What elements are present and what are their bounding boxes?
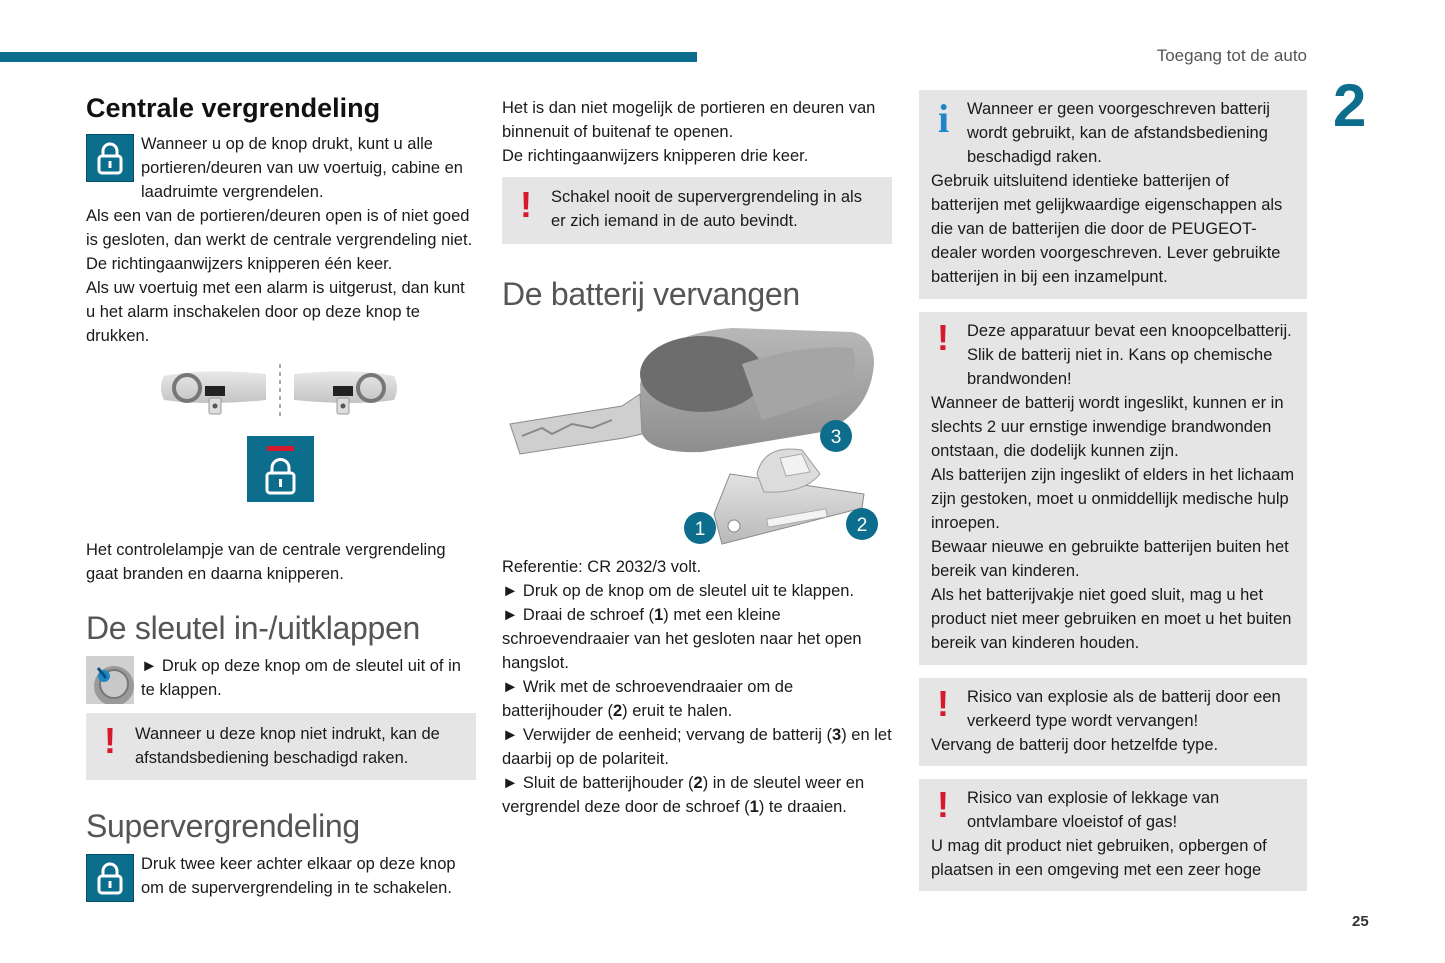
central-text-2: Als een van de portieren/deuren open is of niet goed is gesloten, dan werkt de centrale vergrendeling niet. — [86, 207, 473, 249]
chapter-number: 2 — [1333, 72, 1367, 139]
dashboard-illustration — [86, 360, 476, 538]
super-locking-instruction — [86, 852, 476, 902]
explosion-type-warning-box — [919, 678, 1307, 766]
header-accent-bar — [0, 52, 697, 62]
column-right — [919, 90, 1307, 891]
section-title: Toegang tot de auto — [1156, 46, 1307, 65]
heading-key-fold: De sleutel in-/uitklappen — [86, 610, 421, 646]
warning-icon: ! — [937, 317, 949, 358]
central-text-1: Wanneer u op de knop drukt, kunt u alle portieren/deuren van uw voertuig, cabine en laadruimte vergrendelen. — [141, 135, 463, 201]
key-fold-text: ► Druk op deze knop om de sleutel uit of in te klappen. — [141, 657, 461, 699]
key-fold-warning-box — [86, 713, 476, 780]
warn3-p2: U mag dit product niet gebruiken, opbergen of plaatsen in een omgeving met een zeer hoge — [931, 837, 1267, 879]
info-icon: i — [938, 96, 950, 141]
key-fold-button-icon — [86, 656, 134, 704]
step-1: ► Druk op de knop om de sleutel uit te klappen. — [502, 582, 855, 600]
lock-button-icon — [86, 854, 134, 902]
key-fold-warning-text: Wanneer u deze knop niet indrukt, kan de afstandsbediening beschadigd raken. — [135, 725, 440, 767]
callout-3: 3 — [830, 427, 842, 448]
button-cell-warning-box — [919, 312, 1307, 665]
lock-button-icon — [86, 134, 134, 182]
warning-icon: ! — [937, 683, 949, 724]
column-middle — [502, 96, 892, 819]
info-first: Wanneer er geen voorgeschreven batterij wordt gebruikt, kan de afstandsbediening beschadigd raken. — [967, 100, 1270, 166]
step-4: ► Verwijder de eenheid; vervang de batterij (3) en let daarbij op de polariteit. — [502, 726, 892, 768]
warning-icon: ! — [520, 184, 532, 225]
step-2: ► Draai de schroef (1) met een kleine schroevendraaier van het gesloten naar het open hangslot. — [502, 606, 862, 672]
warn1-p5: Als het batterijvakje niet goed sluit, mag u het product niet meer gebruiken en moet u het buiten bereik van kinderen houden. — [931, 586, 1292, 652]
super-locking-warning-box — [502, 177, 892, 244]
super-locking-warning-text: Schakel nooit de supervergrendeling in als er zich iemand in de auto bevindt. — [551, 188, 862, 230]
heading-super-locking: Supervergrendeling — [86, 808, 360, 844]
warn1-p3: Als batterijen zijn ingeslikt of elders in het lichaam zijn gestoken, moet u onmiddellijk medische hulp inroepen. — [931, 466, 1295, 532]
callout-1: 1 — [694, 519, 706, 540]
central-text-3: De richtingaanwijzers knipperen één keer. — [86, 255, 393, 273]
warn1-first: Deze apparatuur bevat een knoopcelbatterij. Slik de batterij niet in. Kans op chemische brandwonden! — [967, 322, 1292, 388]
warn1-p2: Wanneer de batterij wordt ingeslikt, kunnen er in slechts 2 uur ernstige inwendige brandwonden ontstaan, die dodelijk kunnen zijn. — [931, 394, 1284, 460]
info-rest: Gebruik uitsluitend identieke batterijen of batterijen met gelijkwaardige eigenschappen als die van de batterijen die door de PEUGEOT-dealer worden voorgeschreven. Lever gebruikte batterijen in bij een inzamelpunt. — [931, 172, 1283, 286]
step-5: ► Sluit de batterijhouder (2) in de sleutel weer en vergrendel deze door de schroef (1) te draaien. — [502, 774, 865, 816]
key-fold-instruction — [86, 654, 476, 704]
battery-reference: Referentie: CR 2032/3 volt. — [502, 558, 702, 576]
warn3-first: Risico van explosie of lekkage van ontvlambare vloeistof of gas! — [967, 789, 1220, 831]
warn2-first: Risico van explosie als de batterij door een verkeerd type wordt vervangen! — [967, 688, 1281, 730]
warn1-p4: Bewaar nieuwe en gebruikte batterijen buiten het bereik van kinderen. — [931, 538, 1289, 580]
page-number: 25 — [1352, 913, 1369, 930]
warn2-p2: Vervang de batterij door hetzelfde type. — [931, 736, 1219, 754]
warning-icon: ! — [104, 720, 116, 761]
step-3: ► Wrik met de schroevendraaier om de batterijhouder (2) eruit te halen. — [502, 678, 794, 720]
column-left — [86, 90, 476, 902]
battery-steps — [502, 555, 892, 819]
heading-battery-replace: De batterij vervangen — [502, 276, 800, 312]
battery-info-box — [919, 90, 1307, 299]
central-locking-intro — [86, 132, 476, 348]
super-locking-text: Druk twee keer achter elkaar op deze knop om de supervergrendeling in te schakelen. — [141, 855, 456, 897]
key-battery-illustration — [502, 324, 892, 554]
central-text-4: Als uw voertuig met een alarm is uitgerust, dan kunt u het alarm inschakelen door op deze knop te drukken. — [86, 279, 465, 345]
super-intro-2: De richtingaanwijzers knipperen drie keer. — [502, 147, 809, 165]
heading-central-locking: Centrale vergrendeling — [86, 93, 381, 123]
warning-icon: ! — [937, 784, 949, 825]
lamp-text: Het controlelampje van de centrale vergrendeling gaat branden en daarna knipperen. — [86, 541, 446, 583]
callout-2: 2 — [856, 515, 868, 536]
explosion-leak-warning-box — [919, 779, 1307, 891]
super-intro-1: Het is dan niet mogelijk de portieren en deuren van binnenuit of buitenaf te openen. — [502, 99, 876, 141]
